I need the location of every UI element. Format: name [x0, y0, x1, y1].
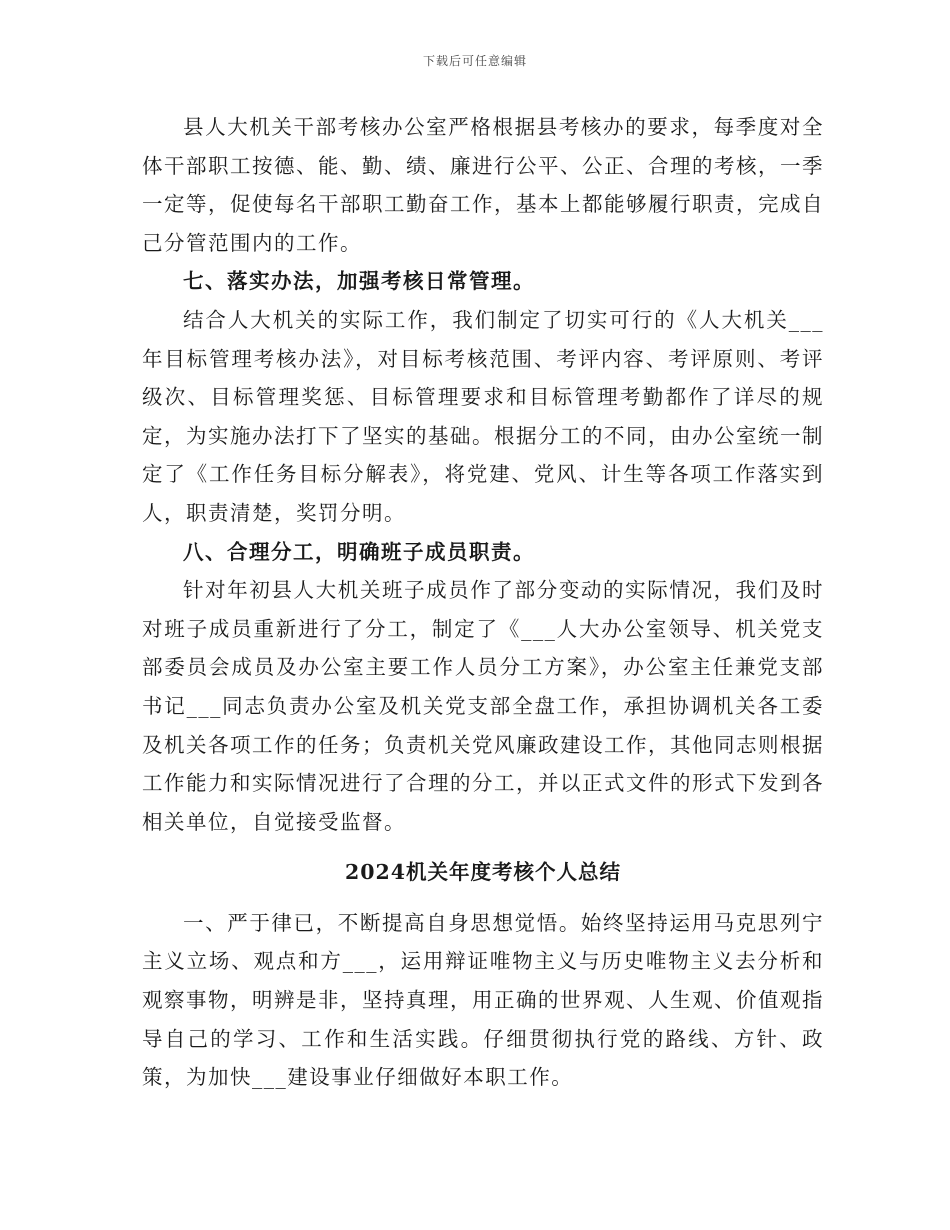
document-body — [142, 108, 824, 1097]
section-heading-seven: 七、落实办法，加强考核日常管理。 — [183, 269, 535, 294]
paragraph-target-management: 结合人大机关的实际工作，我们制定了切实可行的《人大机关___年目标管理考核办法》，对目标考核范围、考评内容、考评原则、考评级次、目标管理奖惩、目标管理要求和目标管理考勤都作了详尽的规定，为实施办法打下了坚实的基础。根据分工的不同，由办公室统一制定了《工作任务目标分解表》，将党建、党风、计生等各项工作落实到人，职责清楚，奖罚分明。 — [142, 307, 824, 525]
paragraph-assessment-office: 县人大机关干部考核办公室严格根据县考核办的要求，每季度对全体干部职工按德、能、勤、绩、廉进行公平、公正、合理的考核，一季一定等，促使每名干部职工勤奋工作，基本上都能够履行职责，完成自己分管范围内的工作。 — [142, 115, 824, 255]
section-heading-eight: 八、合理分工，明确班子成员职责。 — [183, 539, 535, 564]
paragraph-self-discipline: 一、严于律已，不断提高自身思想觉悟。始终坚持运用马克思列宁主义立场、观点和方___，运用辩证唯物主义与历史唯物主义去分析和观察事物，明辨是非，坚持真理，用正确的世界观、人生观、价值观指导自己的学习、工作和生活实践。仔细贯彻执行党的路线、方针、政策，为加快___建设事业仔细做好本职工作。 — [142, 910, 824, 1090]
paragraph-division-of-labor: 针对年初县人大机关班子成员作了部分变动的实际情况，我们及时对班子成员重新进行了分工，制定了《___人大办公室领导、机关党支部委员会成员及办公室主要工作人员分工方案》，办公室主任兼党支部书记___同志负责办公室及机关党支部全盘工作，承担协调机关各工委及机关各项工作的任务；负责机关党风廉政建设工作，其他同志则根据工作能力和实际情况进行了合理的分工，并以正式文件的形式下发到各相关单位，自觉接受监督。 — [142, 578, 824, 834]
header-note: 下载后可任意编辑 — [422, 54, 527, 68]
document-title: 2024机关年度考核个人总结 — [344, 860, 622, 885]
